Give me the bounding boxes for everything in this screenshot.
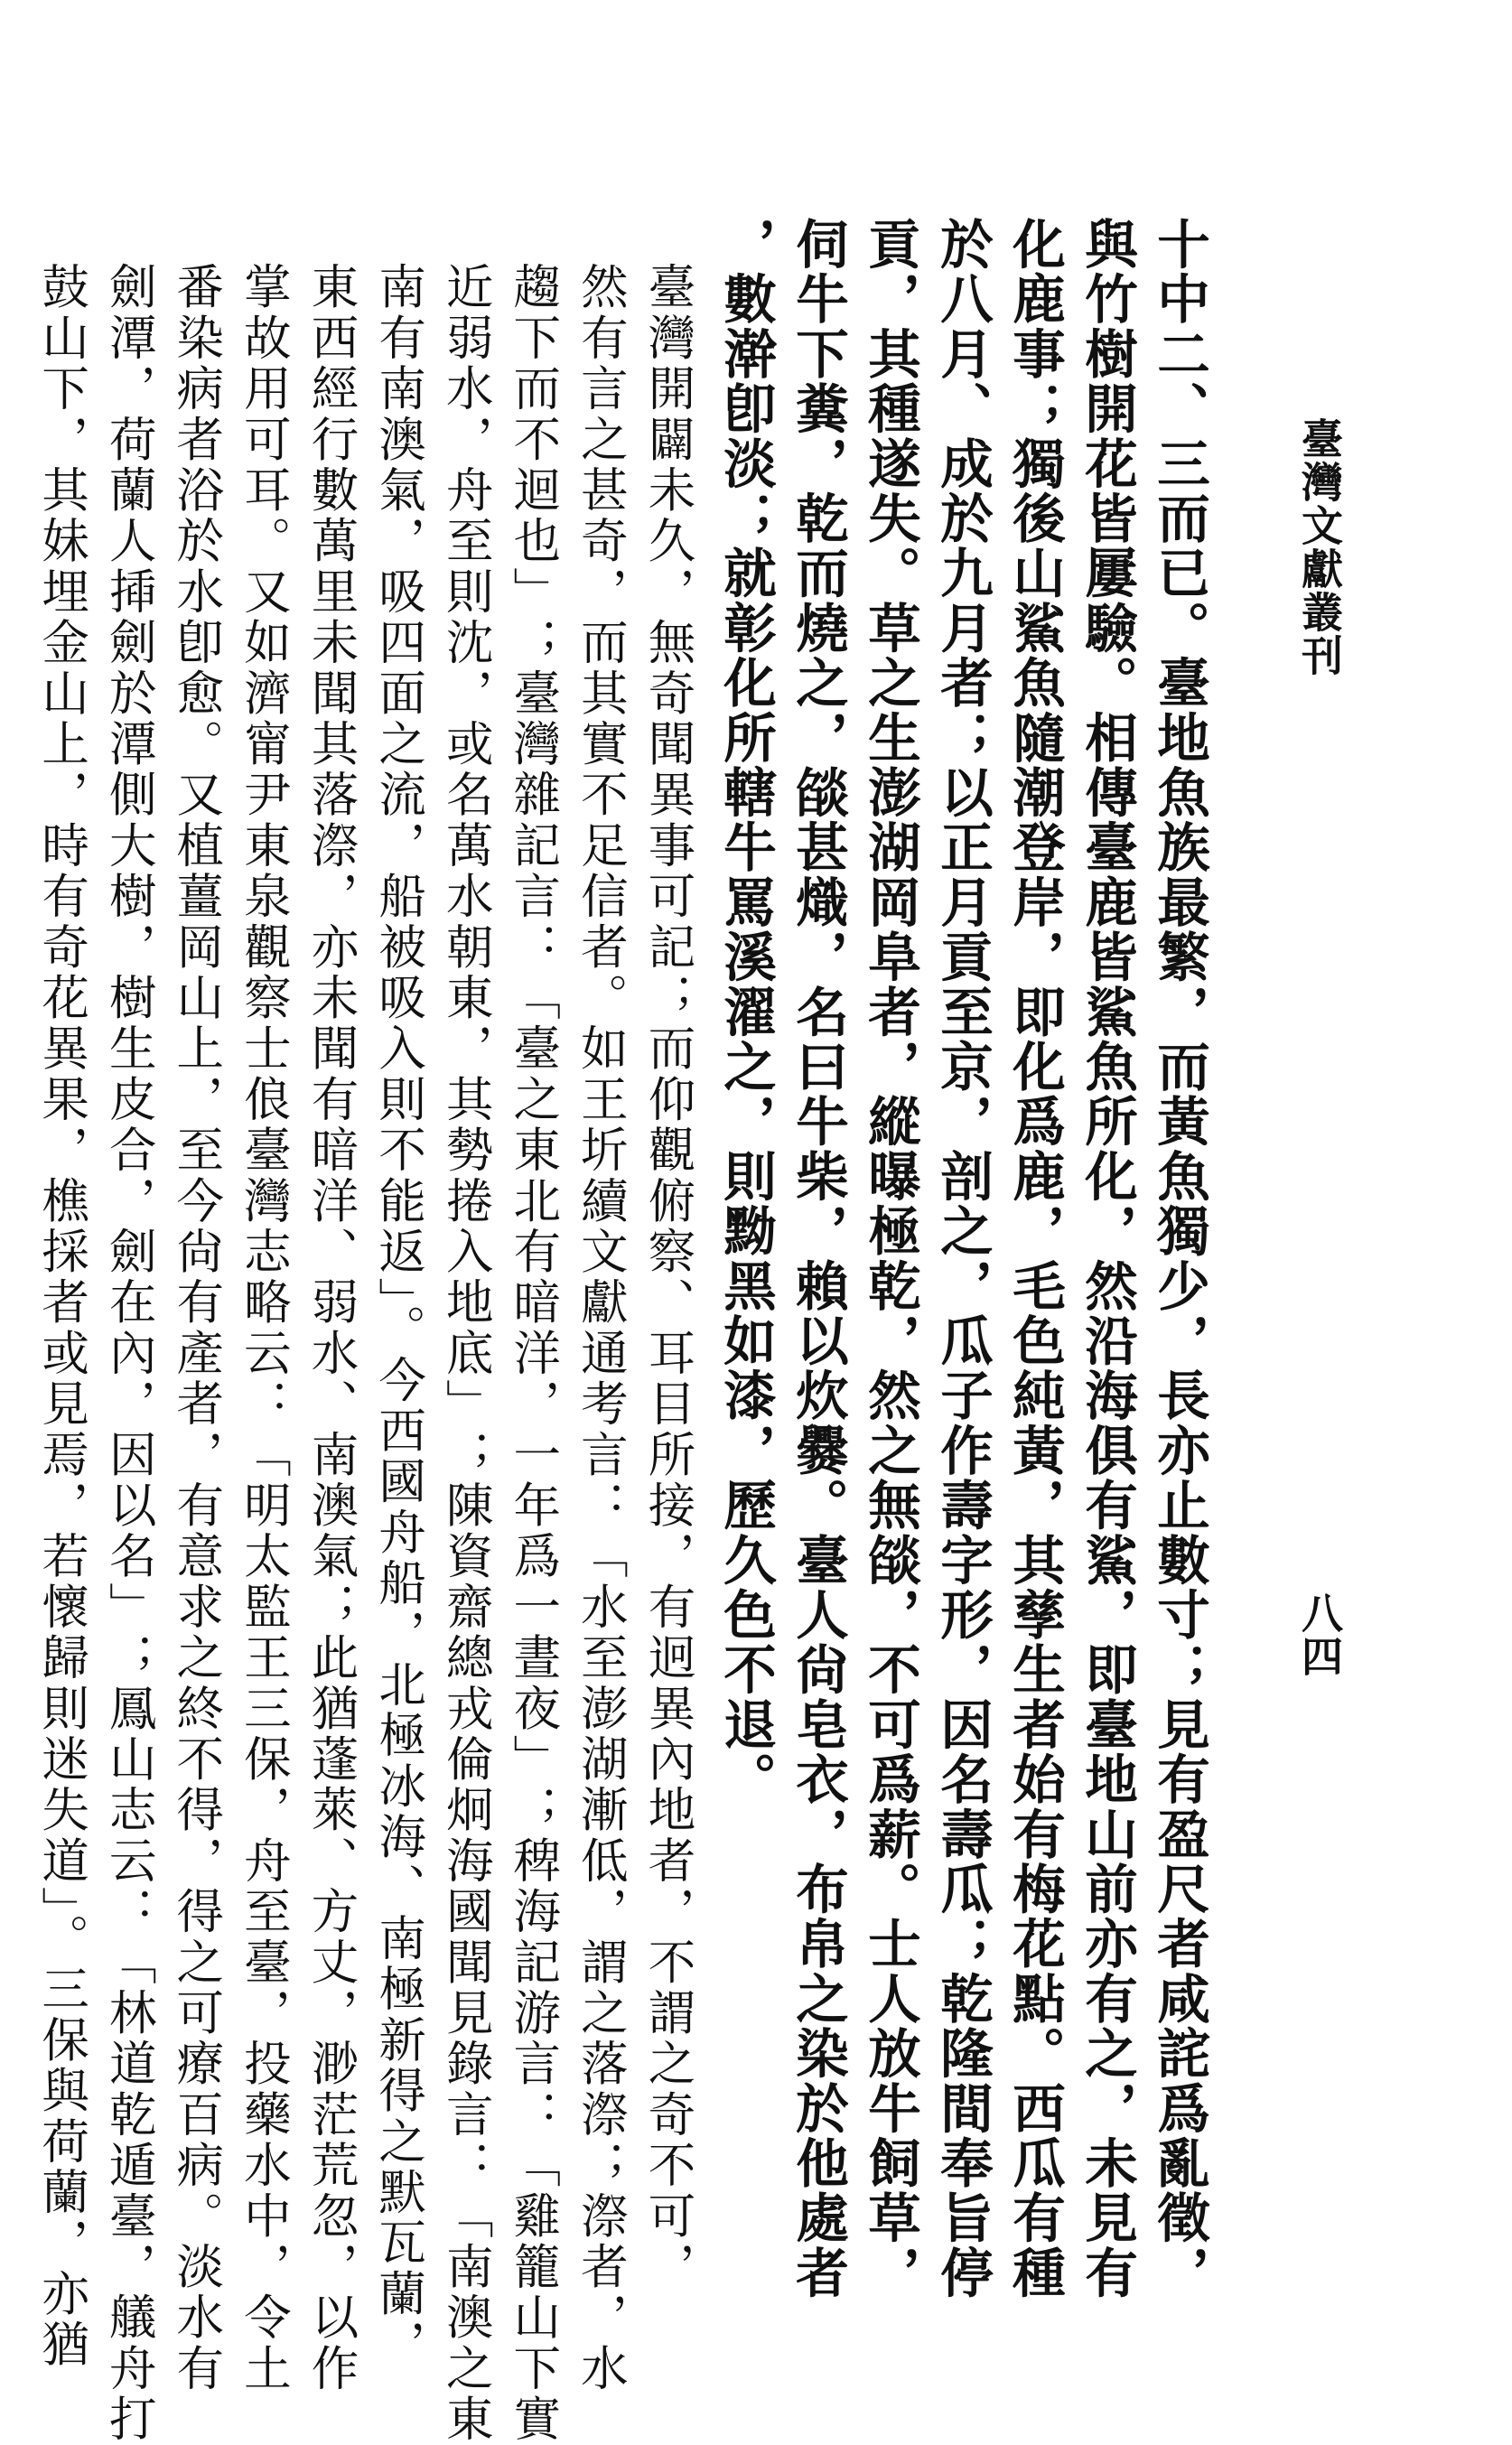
text-column: ，數澣卽淡；就彰化所轄牛罵溪濯之，則黝黑如漆，歷久色不退。	[714, 217, 778, 1807]
text-column: 化鹿事；獨後山鯊魚隨潮登岸，即化爲鹿，毛色純黃，其孳生者始有梅花點。西瓜有種	[1003, 217, 1067, 2300]
text-column: 掌故用可耳。又如濟甯尹東泉觀察士俍臺灣志略云：「明太監王三保，舟至臺，投藥水中，令土	[236, 262, 292, 2394]
text-column: 劍潭，荷蘭人揷劍於潭側大樹，樹生皮合，劍在內，因以名」；鳳山志云：「林道乾遁臺，艤舟打	[101, 262, 157, 2445]
page-number: 八四	[1295, 1591, 1344, 1678]
text-column: 東西經行數萬里未聞其落漈，亦未聞有暗洋、弱水、南澳氣；此猶蓬萊、方丈，渺茫荒忽，以作	[303, 262, 359, 2394]
text-column: 然有言之甚奇，而其實不足信者。如王圻續文獻通考言：「水至澎湖漸低，謂之落漈；漈者，水	[573, 262, 629, 2394]
text-column: 貢，其種遂失。草之生澎湖岡阜者，縱曝極乾，然之無燄，不可爲薪。士人放牛飼草，	[859, 217, 922, 2300]
text-column: 伺牛下糞，乾而燒之，燄甚熾，名曰牛柴，賴以炊爨。臺人尙皂衣，布帛之染於他處者	[787, 217, 850, 2300]
text-column: 十中二、三而已。臺地魚族最繁，而黃魚獨少，長亦止數寸；見有盈尺者咸詫爲亂徵，	[1148, 217, 1211, 2300]
text-column: 近弱水，舟至則沈，或名萬水朝東，其勢捲入地底」；陳資齋總戎倫炯海國聞見錄言：「南澳之東	[438, 262, 494, 2445]
text-column: 番染病者浴於水卽愈。又植薑岡山上，至今尙有產者，有意求之終不得，得之可療百病。淡水有	[169, 262, 225, 2394]
text-column: 南有南澳氣，吸四面之流，船被吸入則不能返」。今西國舟船，北極冰海、南極新得之默瓦蘭，	[371, 262, 427, 2371]
running-title: 臺灣文獻叢刊	[1295, 417, 1344, 677]
text-column: 與竹樹開花皆屢驗。相傳臺鹿皆鯊魚所化，然沿海俱有鯊，即臺地山前亦有之，未見有	[1076, 217, 1139, 2300]
text-column: 趨下而不迴也」；臺灣雜記言：「臺之東北有暗洋，一年爲一晝夜」；稗海記游言：「雞籠山下實	[506, 262, 562, 2445]
text-column: 於八月、成於九月者；以正月貢至京，剖之，瓜子作壽字形，因名壽瓜；乾隆間奉旨停	[931, 217, 994, 2300]
text-column: 臺灣開闢未久，無奇聞異事可記；而仰觀俯察、耳目所接，有迥異內地者，不謂之奇不可，	[640, 262, 696, 2292]
text-column: 鼓山下，其妹埋金山上，時有奇花異果，樵採者或見焉，若懷歸則迷失道」。三保與荷蘭，亦猶	[34, 262, 90, 2371]
